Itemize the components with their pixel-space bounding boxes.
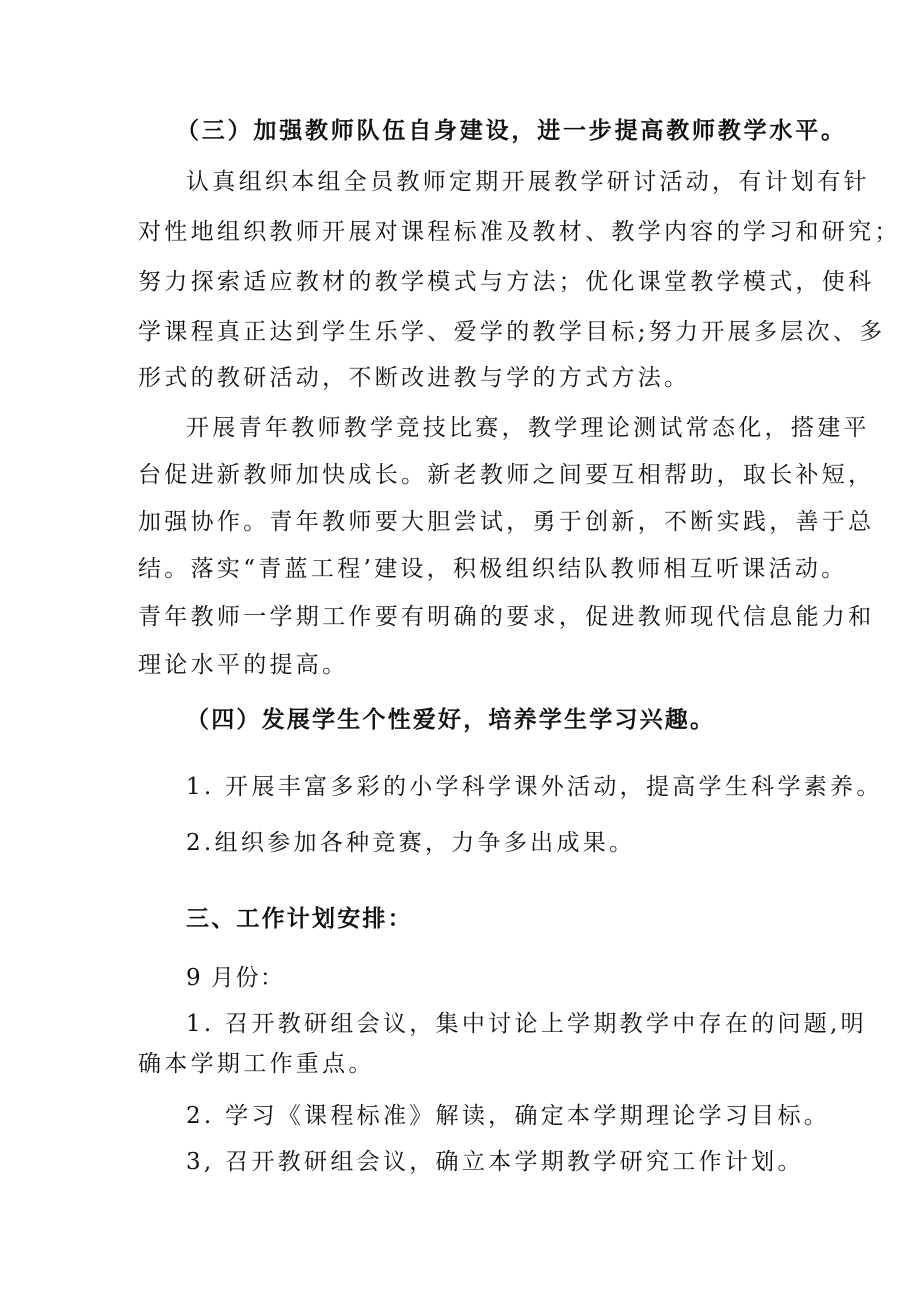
list-item: 1. 召开教研组会议，集中讨论上学期教学中存在的问题,明: [186, 1011, 867, 1037]
section-three-heading: （三）加强教师队伍自身建设，进一步提高教师教学水平。: [176, 118, 847, 144]
work-plan-heading: 三、工作计划安排：: [186, 905, 413, 932]
list-item: 3, 召开教研组会议，确立本学期教学研究工作计划。: [186, 1149, 804, 1175]
paragraph-line: 加强协作。青年教师要大胆尝试，勇于创新，不断实践，善于总: [138, 509, 875, 535]
paragraph-line: 开展青年教师教学竞技比赛，教学理论测试常态化，搭建平: [186, 415, 870, 441]
paragraph-line: 台促进新教师加快成长。新老教师之间要互相帮助，取长补短，: [138, 462, 875, 488]
paragraph-line: 形式的教研活动，不断改进教与学的方式方法。: [138, 365, 691, 391]
paragraph-line: 对性地组织教师开展对课程标准及教材、教学内容的学习和研究；: [138, 219, 901, 245]
paragraph-line: 理论水平的提高。: [138, 652, 349, 678]
month-label: 9 月份：: [186, 965, 285, 991]
list-item: 2.组织参加各种竞赛，力争多出成果。: [186, 830, 636, 856]
list-item: 1. 开展丰富多彩的小学科学课外活动，提高学生科学素养。: [186, 774, 883, 800]
list-item-continuation: 确本学期工作重点。: [138, 1051, 375, 1077]
section-four-heading: （四）发展学生个性爱好，培养学生学习兴趣。: [186, 706, 716, 733]
paragraph-line: 认真组织本组全员教师定期开展教学研讨活动，有计划有针: [186, 169, 870, 195]
paragraph-line: 结。落实“青蓝工程’建设，积极组织结队教师相互听课活动。: [138, 556, 848, 582]
paragraph-line: 青年教师一学期工作要有明确的要求，促进教师现代信息能力和: [138, 604, 875, 630]
list-item: 2. 学习《课程标准》解读，确定本学期理论学习目标。: [186, 1103, 831, 1129]
paragraph-line: 学课程真正达到学生乐学、爱学的教学目标;努力开展多层次、多: [138, 319, 886, 345]
paragraph-line: 努力探索适应教材的教学模式与方法；优化课堂教学模式，使科: [138, 269, 875, 295]
